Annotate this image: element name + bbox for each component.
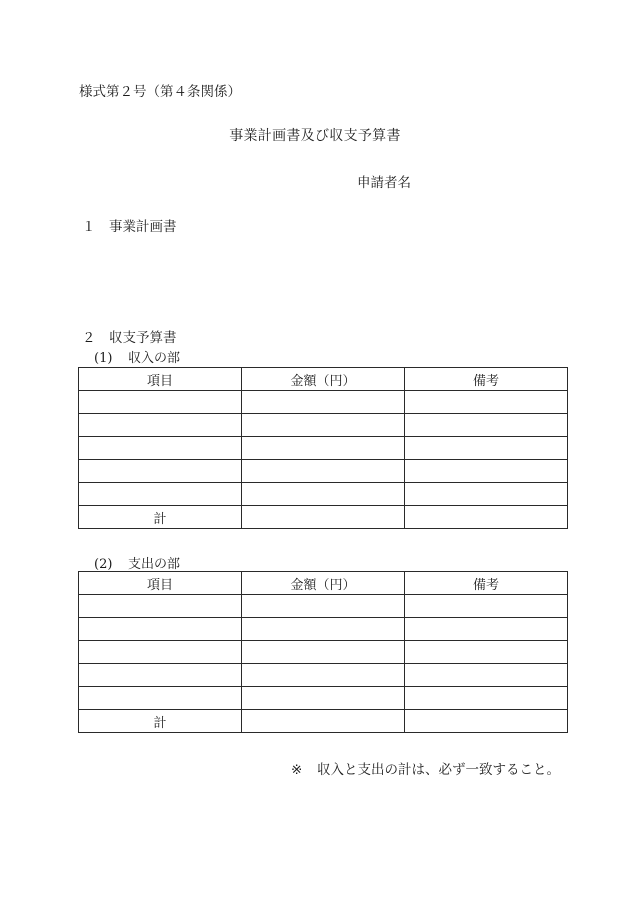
item-cell[interactable] <box>79 595 242 618</box>
applicant-name-label: 申請者名 <box>357 175 411 191</box>
remarks-cell[interactable] <box>405 437 568 460</box>
subsection-number: (1) <box>94 351 113 366</box>
section-business-plan <box>82 215 177 235</box>
column-header-remarks: 備考 <box>405 368 568 391</box>
total-label: 計 <box>79 506 242 529</box>
table-row <box>79 483 568 506</box>
note-text: 収入と支出の計は、必ず一致すること。 <box>317 762 560 778</box>
balance-note <box>291 758 560 778</box>
item-cell[interactable] <box>79 483 242 506</box>
remarks-cell[interactable] <box>405 664 568 687</box>
table-row <box>79 391 568 414</box>
item-cell[interactable] <box>79 687 242 710</box>
subsection-expense <box>94 553 180 572</box>
total-remarks-cell[interactable] <box>405 506 568 529</box>
table-header-row <box>79 572 568 595</box>
section-number: ２ <box>82 330 96 346</box>
remarks-cell[interactable] <box>405 641 568 664</box>
reference-mark: ※ <box>291 762 303 778</box>
amount-cell[interactable] <box>242 595 405 618</box>
table-row <box>79 687 568 710</box>
table-header-row <box>79 368 568 391</box>
column-header-remarks: 備考 <box>405 572 568 595</box>
column-header-amount: 金額（円） <box>242 368 405 391</box>
remarks-cell[interactable] <box>405 595 568 618</box>
subsection-number: (2) <box>94 557 113 572</box>
column-header-item: 項目 <box>79 572 242 595</box>
section-budget <box>82 326 177 346</box>
item-cell[interactable] <box>79 414 242 437</box>
remarks-cell[interactable] <box>405 618 568 641</box>
form-number: 様式第２号（第４条関係） <box>79 84 241 100</box>
column-header-amount: 金額（円） <box>242 572 405 595</box>
total-amount-cell[interactable] <box>242 710 405 733</box>
table-row <box>79 641 568 664</box>
amount-cell[interactable] <box>242 664 405 687</box>
remarks-cell[interactable] <box>405 460 568 483</box>
item-cell[interactable] <box>79 618 242 641</box>
income-table <box>78 367 568 529</box>
remarks-cell[interactable] <box>405 414 568 437</box>
table-row <box>79 437 568 460</box>
amount-cell[interactable] <box>242 641 405 664</box>
total-amount-cell[interactable] <box>242 506 405 529</box>
amount-cell[interactable] <box>242 483 405 506</box>
item-cell[interactable] <box>79 641 242 664</box>
remarks-cell[interactable] <box>405 687 568 710</box>
remarks-cell[interactable] <box>405 483 568 506</box>
total-remarks-cell[interactable] <box>405 710 568 733</box>
remarks-cell[interactable] <box>405 391 568 414</box>
section-title: 収支予算書 <box>109 330 177 346</box>
table-row <box>79 414 568 437</box>
item-cell[interactable] <box>79 460 242 483</box>
table-row <box>79 460 568 483</box>
subsection-title: 支出の部 <box>128 557 181 572</box>
table-row <box>79 595 568 618</box>
subsection-income <box>94 347 180 366</box>
amount-cell[interactable] <box>242 687 405 710</box>
amount-cell[interactable] <box>242 414 405 437</box>
document-title: 事業計画書及び収支予算書 <box>229 128 401 144</box>
section-number: １ <box>82 219 96 235</box>
column-header-item: 項目 <box>79 368 242 391</box>
expense-table <box>78 571 568 733</box>
item-cell[interactable] <box>79 664 242 687</box>
subsection-title: 収入の部 <box>128 351 181 366</box>
amount-cell[interactable] <box>242 437 405 460</box>
table-total-row <box>79 710 568 733</box>
table-total-row <box>79 506 568 529</box>
item-cell[interactable] <box>79 437 242 460</box>
table-row <box>79 664 568 687</box>
amount-cell[interactable] <box>242 618 405 641</box>
table-row <box>79 618 568 641</box>
item-cell[interactable] <box>79 391 242 414</box>
amount-cell[interactable] <box>242 460 405 483</box>
total-label: 計 <box>79 710 242 733</box>
section-title: 事業計画書 <box>109 219 177 235</box>
amount-cell[interactable] <box>242 391 405 414</box>
